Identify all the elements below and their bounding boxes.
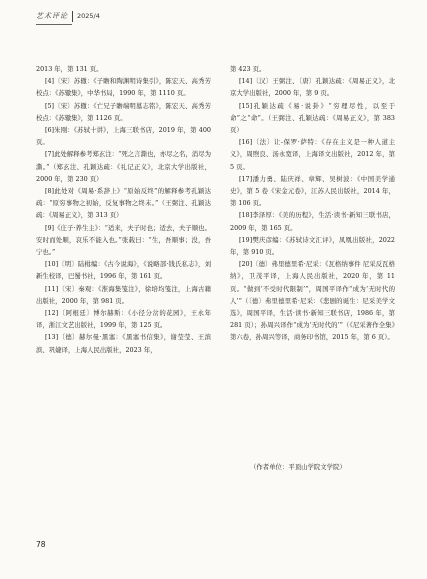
header-rule: [36, 24, 72, 25]
author-affiliation: （作者单位：平顶山学院文学院）: [250, 463, 346, 471]
page-number: 78: [36, 540, 46, 549]
reference-entry: [6]朱刚：《苏轼十讲》，上海三联书店，2019 年，第 400 页。: [36, 126, 211, 147]
reference-entry: 2013 年，第 131 页。: [36, 65, 103, 73]
journal-name: 艺术评论: [36, 12, 68, 20]
reference-entry: [11]〔宋〕秦观：《淮海集笺注》，徐培均笺注，上海古籍出版社，2000 年，第 981 页。: [36, 284, 211, 305]
reference-entry: [17]潘力勇、陆庆祥、章辉、吴树波：《中国美学通史》，第 5 卷《宋金元卷》，江苏人民出版社，2014 年，第 106 页。: [230, 174, 395, 208]
reference-entry: [4]〔宋〕苏辙：《子瞻和陶渊明诗集引》，陈宏天、高秀芳校点：《苏辙集》，中华书局，1990 年，第 1110 页。: [36, 77, 211, 98]
reference-entry: 第 423 页。: [230, 65, 266, 73]
reference-entry: [19]樊庆彦编：《苏轼诗文汇评》，凤凰出版社，2022 年，第 910 页。: [230, 235, 395, 257]
reference-entry: [8]此处对《周易·系辞上》“原始反终”的解释参考孔颖达疏：“原穷事物之初始，反复事物之终末。”（王弼注、孔颖达疏：《周易正义》，第 313 页）: [36, 187, 211, 220]
reference-entry: [16]〔法〕让-保罗·萨特：《存在主义是一种人道主义》，周煦良、汤永宽译，上海译文出版社，2012 年，第 5 页。: [230, 138, 395, 171]
reference-entry: [7]此处解释参考郑玄注：“死之言澌也，亦尽之名，消尽为澌。”（郑玄注、孔颖达疏：《礼记正义》，北京大学出版社，2000 年，第 230 页）: [36, 150, 211, 183]
reference-entry: [9]《庄子·养生主》：“适来，夫子时也；适去，夫子顺也。安时而处顺，哀乐不能入也。”张载曰：“生，吾顺事；没，吾宁也。”: [36, 223, 211, 257]
reference-entry: [10]〔明〕陆楫编：《古今说海》，《说略部·钱氏私志》，刘新生校译，巴蜀书社，1996 年，第 161 页。: [36, 260, 211, 281]
reference-entry: [15]孔颖达疏《易·说卦》“穷理尽性，以至于命”之“命”。（王弼注、孔颖达疏：《周易正义》，第 383 页）: [230, 101, 395, 135]
reference-entry: [12]〔阿根廷〕博尔赫斯：《小径分岔的花园》，王永年译，浙江文艺出版社，1999 年，第 125 页。: [36, 309, 211, 330]
reference-entry: [14]〔汉〕王弼注、〔唐〕孔颖达疏：《周易正义》，北京大学出版社，2000 年，第 9 页。: [230, 77, 395, 98]
issue-number: 2025/4: [77, 12, 100, 20]
header-divider: [72, 11, 73, 22]
left-reference-column: [36, 63, 211, 356]
reference-entry: [20]〔德〕弗里德里希·尼采：《瓦格纳事件 尼采反瓦格纳》，卫茂平译，上海人民出版社，2020 年，第 11 页。“做到‘不受时代限制’”，周国平译作“成为‘无时代的人’”（〔德〕弗里德里希·尼采：《悲剧的诞生：尼采美学文选》，周国平译，生活·读书·新知三联书店，1986 年，第 281 页）；孙周兴译作“成为‘无时代的’”（《尼采著作全集》第六卷，孙周兴等译，商务印书馆，2015 年，第 6 页）。: [230, 260, 395, 342]
reference-entry: [5]〔宋〕苏辙：《亡兄子瞻端明墓志铭》，陈宏天、高秀芳校点：《苏辙集》，第 1126 页。: [36, 101, 211, 122]
reference-entry: [13]〔德〕赫尔曼·黑塞：《黑塞书信集》，谢莹莹、王滨滨、巩婕译，上海人民出版社，2023 年，: [36, 333, 211, 354]
reference-entry: [18]李泽厚：《美的历程》，生活·读书·新知三联书店，2009 年，第 165 页。: [230, 211, 395, 232]
right-reference-column: [230, 63, 395, 344]
page-header: [36, 8, 100, 24]
